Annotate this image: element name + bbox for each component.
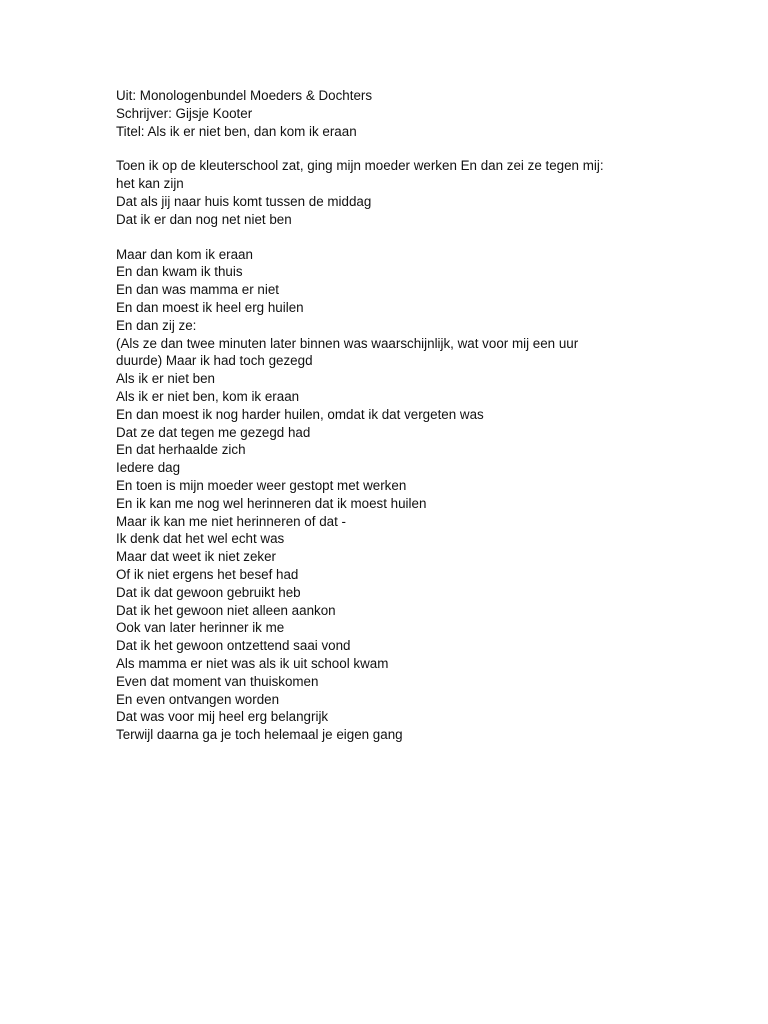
body-line: Ook van later herinner ik me <box>116 620 285 636</box>
body-line: Dat ik dat gewoon gebruikt heb <box>116 584 301 600</box>
body-line: En dat herhaalde zich <box>116 442 246 458</box>
body-line: Als ik er niet ben, kom ik eraan <box>116 388 300 404</box>
intro-line: Dat als jij naar huis komt tussen de middag <box>116 193 372 209</box>
header-block <box>116 87 656 140</box>
body-line: Als mamma er niet was als ik uit school kwam <box>116 655 389 671</box>
body-line: En dan zij ze: <box>116 317 197 333</box>
body-line: Dat ik het gewoon niet alleen aankon <box>116 602 336 618</box>
monologue-text <box>116 87 656 744</box>
body-line: Dat ze dat tegen me gezegd had <box>116 424 311 440</box>
paragraph-gap <box>116 140 656 157</box>
body-line: Terwijl daarna ga je toch helemaal je eigen gang <box>116 727 403 743</box>
body-line: En ik kan me nog wel herinneren dat ik moest huilen <box>116 495 427 511</box>
body-line: En toen is mijn moeder weer gestopt met werken <box>116 477 407 493</box>
body-line: duurde) Maar ik had toch gezegd <box>116 353 313 369</box>
intro-line: het kan zijn <box>116 176 184 192</box>
body-line: Ik denk dat het wel echt was <box>116 531 285 547</box>
body-line: Maar dan kom ik eraan <box>116 246 253 262</box>
author-line: Schrijver: Gijsje Kooter <box>116 105 253 121</box>
source-line: Uit: Monologenbundel Moeders & Dochters <box>116 88 373 103</box>
body-line: En dan moest ik nog harder huilen, omdat ik dat vergeten was <box>116 406 484 422</box>
body-line: Dat ik het gewoon ontzettend saai vond <box>116 638 351 654</box>
body-line: En dan moest ik heel erg huilen <box>116 299 304 315</box>
body-line: Als ik er niet ben <box>116 371 215 387</box>
intro-paragraph <box>116 157 656 228</box>
body-line: (Als ze dan twee minuten later binnen was waarschijnlijk, wat voor mij een uur <box>116 335 579 351</box>
body-line: Dat was voor mij heel erg belangrijk <box>116 709 329 725</box>
title-line: Titel: Als ik er niet ben, dan kom ik eraan <box>116 123 357 139</box>
intro-line: Dat ik er dan nog net niet ben <box>116 211 292 227</box>
intro-line: Toen ik op de kleuterschool zat, ging mijn moeder werken En dan zei ze tegen mij: <box>116 158 604 174</box>
body-line: Of ik niet ergens het besef had <box>116 566 299 582</box>
body-line: Even dat moment van thuiskomen <box>116 673 319 689</box>
body-line: Maar dat weet ik niet zeker <box>116 549 277 565</box>
body-line: En dan was mamma er niet <box>116 282 279 298</box>
body-line: En even ontvangen worden <box>116 691 280 707</box>
body-paragraph <box>116 246 656 744</box>
body-line: Iedere dag <box>116 460 181 476</box>
body-line: En dan kwam ik thuis <box>116 264 243 280</box>
paragraph-gap <box>116 229 656 246</box>
body-line: Maar ik kan me niet herinneren of dat - <box>116 513 346 529</box>
